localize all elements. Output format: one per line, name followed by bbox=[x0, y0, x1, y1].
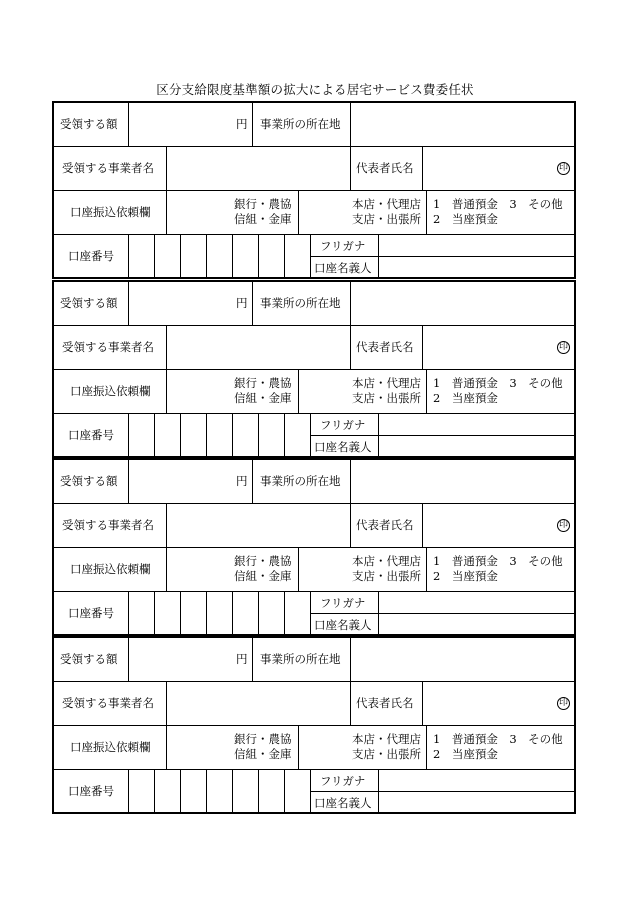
account-holder-label: 口座名義人 bbox=[314, 618, 372, 632]
cell-border bbox=[426, 190, 427, 234]
cell-border bbox=[350, 103, 351, 146]
cell-border bbox=[128, 769, 129, 812]
cell-border bbox=[232, 234, 233, 277]
cell-border bbox=[206, 413, 207, 456]
bank-type-line1: 銀行・農協 bbox=[234, 197, 292, 211]
cell-border bbox=[350, 503, 351, 547]
cell-border bbox=[180, 591, 181, 634]
row-divider bbox=[310, 256, 574, 257]
row-divider bbox=[54, 234, 574, 235]
row-divider bbox=[54, 369, 574, 370]
provider-name-label: 受領する事業者名 bbox=[62, 696, 154, 710]
yen-label: 円 bbox=[236, 117, 248, 131]
account-number-label: 口座番号 bbox=[68, 249, 114, 263]
branch-type-line1: 本店・代理店 bbox=[352, 376, 421, 390]
cell-border bbox=[154, 591, 155, 634]
provider-name-label: 受領する事業者名 bbox=[62, 161, 154, 175]
cell-border bbox=[350, 681, 351, 725]
cell-border bbox=[426, 369, 427, 413]
delegation-block bbox=[52, 101, 576, 279]
row-divider bbox=[310, 613, 574, 614]
office-address-label: 事業所の所在地 bbox=[260, 474, 341, 488]
representative-label: 代表者氏名 bbox=[356, 518, 414, 532]
representative-label: 代表者氏名 bbox=[356, 161, 414, 175]
cell-border bbox=[298, 190, 299, 234]
cell-border bbox=[180, 413, 181, 456]
seal-mark: 印 bbox=[558, 163, 568, 173]
office-address-label: 事業所の所在地 bbox=[260, 296, 341, 310]
cell-border bbox=[166, 681, 167, 725]
transfer-request-label: 口座振込依頼欄 bbox=[70, 384, 151, 398]
account-number-label: 口座番号 bbox=[68, 428, 114, 442]
cell-border bbox=[378, 413, 379, 456]
amount-label: 受領する額 bbox=[60, 474, 118, 488]
account-type-line1: 1 普通預金 3 その他 bbox=[433, 197, 563, 211]
cell-border bbox=[258, 234, 259, 277]
furigana-label: フリガナ bbox=[320, 596, 366, 610]
cell-border bbox=[298, 547, 299, 591]
row-divider bbox=[54, 591, 574, 592]
cell-border bbox=[128, 591, 129, 634]
representative-label: 代表者氏名 bbox=[356, 696, 414, 710]
branch-type-line1: 本店・代理店 bbox=[352, 554, 421, 568]
cell-border bbox=[422, 325, 423, 369]
cell-border bbox=[310, 234, 311, 277]
delegation-block bbox=[52, 280, 576, 458]
cell-border bbox=[350, 638, 351, 681]
cell-border bbox=[378, 591, 379, 634]
office-address-label: 事業所の所在地 bbox=[260, 117, 341, 131]
account-number-label: 口座番号 bbox=[68, 784, 114, 798]
cell-border bbox=[284, 591, 285, 634]
branch-type-line2: 支店・出張所 bbox=[352, 391, 421, 405]
cell-border bbox=[350, 282, 351, 325]
cell-border bbox=[284, 413, 285, 456]
cell-border bbox=[154, 413, 155, 456]
cell-border bbox=[206, 769, 207, 812]
branch-type-line2: 支店・出張所 bbox=[352, 747, 421, 761]
row-divider bbox=[54, 190, 574, 191]
furigana-label: フリガナ bbox=[320, 239, 366, 253]
cell-border bbox=[128, 282, 129, 325]
cell-border bbox=[166, 146, 167, 190]
cell-border bbox=[378, 769, 379, 812]
branch-type-line2: 支店・出張所 bbox=[352, 569, 421, 583]
seal-mark: 印 bbox=[558, 520, 568, 530]
cell-border bbox=[128, 103, 129, 146]
cell-border bbox=[298, 369, 299, 413]
furigana-label: フリガナ bbox=[320, 418, 366, 432]
branch-type-line1: 本店・代理店 bbox=[352, 732, 421, 746]
bank-type-line1: 銀行・農協 bbox=[234, 554, 292, 568]
cell-border bbox=[258, 769, 259, 812]
account-holder-label: 口座名義人 bbox=[314, 261, 372, 275]
cell-border bbox=[284, 769, 285, 812]
cell-border bbox=[284, 234, 285, 277]
account-type-line2: 2 当座預金 bbox=[433, 569, 498, 583]
cell-border bbox=[166, 369, 167, 413]
cell-border bbox=[128, 638, 129, 681]
cell-border bbox=[310, 413, 311, 456]
provider-name-label: 受領する事業者名 bbox=[62, 340, 154, 354]
cell-border bbox=[232, 769, 233, 812]
row-divider bbox=[54, 413, 574, 414]
cell-border bbox=[206, 234, 207, 277]
seal-mark: 印 bbox=[558, 698, 568, 708]
cell-border bbox=[422, 146, 423, 190]
cell-border bbox=[206, 591, 207, 634]
account-type-line1: 1 普通預金 3 その他 bbox=[433, 554, 563, 568]
cell-border bbox=[166, 725, 167, 769]
transfer-request-label: 口座振込依頼欄 bbox=[70, 740, 151, 754]
branch-type-line1: 本店・代理店 bbox=[352, 197, 421, 211]
cell-border bbox=[252, 103, 253, 146]
account-number-label: 口座番号 bbox=[68, 606, 114, 620]
bank-type-line2: 信組・金庫 bbox=[234, 212, 292, 226]
delegation-block bbox=[52, 458, 576, 636]
row-divider bbox=[54, 547, 574, 548]
furigana-label: フリガナ bbox=[320, 774, 366, 788]
account-holder-label: 口座名義人 bbox=[314, 440, 372, 454]
bank-type-line1: 銀行・農協 bbox=[234, 732, 292, 746]
cell-border bbox=[180, 769, 181, 812]
row-divider bbox=[54, 325, 574, 326]
cell-border bbox=[252, 282, 253, 325]
cell-border bbox=[258, 591, 259, 634]
yen-label: 円 bbox=[236, 652, 248, 666]
amount-label: 受領する額 bbox=[60, 296, 118, 310]
cell-border bbox=[128, 413, 129, 456]
cell-border bbox=[252, 638, 253, 681]
account-type-line1: 1 普通預金 3 その他 bbox=[433, 376, 563, 390]
representative-label: 代表者氏名 bbox=[356, 340, 414, 354]
cell-border bbox=[426, 725, 427, 769]
seal-mark: 印 bbox=[558, 342, 568, 352]
cell-border bbox=[422, 681, 423, 725]
cell-border bbox=[310, 769, 311, 812]
transfer-request-label: 口座振込依頼欄 bbox=[70, 205, 151, 219]
cell-border bbox=[166, 325, 167, 369]
account-type-line2: 2 当座預金 bbox=[433, 391, 498, 405]
office-address-label: 事業所の所在地 bbox=[260, 652, 341, 666]
cell-border bbox=[258, 413, 259, 456]
bank-type-line2: 信組・金庫 bbox=[234, 747, 292, 761]
account-type-line2: 2 当座預金 bbox=[433, 747, 498, 761]
cell-border bbox=[128, 234, 129, 277]
cell-border bbox=[166, 190, 167, 234]
transfer-request-label: 口座振込依頼欄 bbox=[70, 562, 151, 576]
cell-border bbox=[350, 325, 351, 369]
cell-border bbox=[166, 503, 167, 547]
delegation-block bbox=[52, 636, 576, 814]
bank-type-line2: 信組・金庫 bbox=[234, 391, 292, 405]
account-holder-label: 口座名義人 bbox=[314, 796, 372, 810]
amount-label: 受領する額 bbox=[60, 117, 118, 131]
amount-label: 受領する額 bbox=[60, 652, 118, 666]
bank-type-line2: 信組・金庫 bbox=[234, 569, 292, 583]
provider-name-label: 受領する事業者名 bbox=[62, 518, 154, 532]
cell-border bbox=[166, 547, 167, 591]
form-title: 区分支給限度基準額の拡大による居宅サービス費委任状 bbox=[156, 82, 474, 97]
yen-label: 円 bbox=[236, 474, 248, 488]
cell-border bbox=[252, 460, 253, 503]
cell-border bbox=[180, 234, 181, 277]
cell-border bbox=[154, 769, 155, 812]
cell-border bbox=[426, 547, 427, 591]
branch-type-line2: 支店・出張所 bbox=[352, 212, 421, 226]
account-type-line2: 2 当座預金 bbox=[433, 212, 498, 226]
row-divider bbox=[310, 791, 574, 792]
cell-border bbox=[350, 146, 351, 190]
row-divider bbox=[54, 681, 574, 682]
row-divider bbox=[54, 146, 574, 147]
account-type-line1: 1 普通預金 3 その他 bbox=[433, 732, 563, 746]
cell-border bbox=[232, 413, 233, 456]
cell-border bbox=[154, 234, 155, 277]
row-divider bbox=[54, 503, 574, 504]
cell-border bbox=[422, 503, 423, 547]
row-divider bbox=[310, 435, 574, 436]
bank-type-line1: 銀行・農協 bbox=[234, 376, 292, 390]
cell-border bbox=[350, 460, 351, 503]
cell-border bbox=[378, 234, 379, 277]
cell-border bbox=[310, 591, 311, 634]
cell-border bbox=[128, 460, 129, 503]
cell-border bbox=[298, 725, 299, 769]
row-divider bbox=[54, 769, 574, 770]
row-divider bbox=[54, 725, 574, 726]
cell-border bbox=[232, 591, 233, 634]
yen-label: 円 bbox=[236, 296, 248, 310]
